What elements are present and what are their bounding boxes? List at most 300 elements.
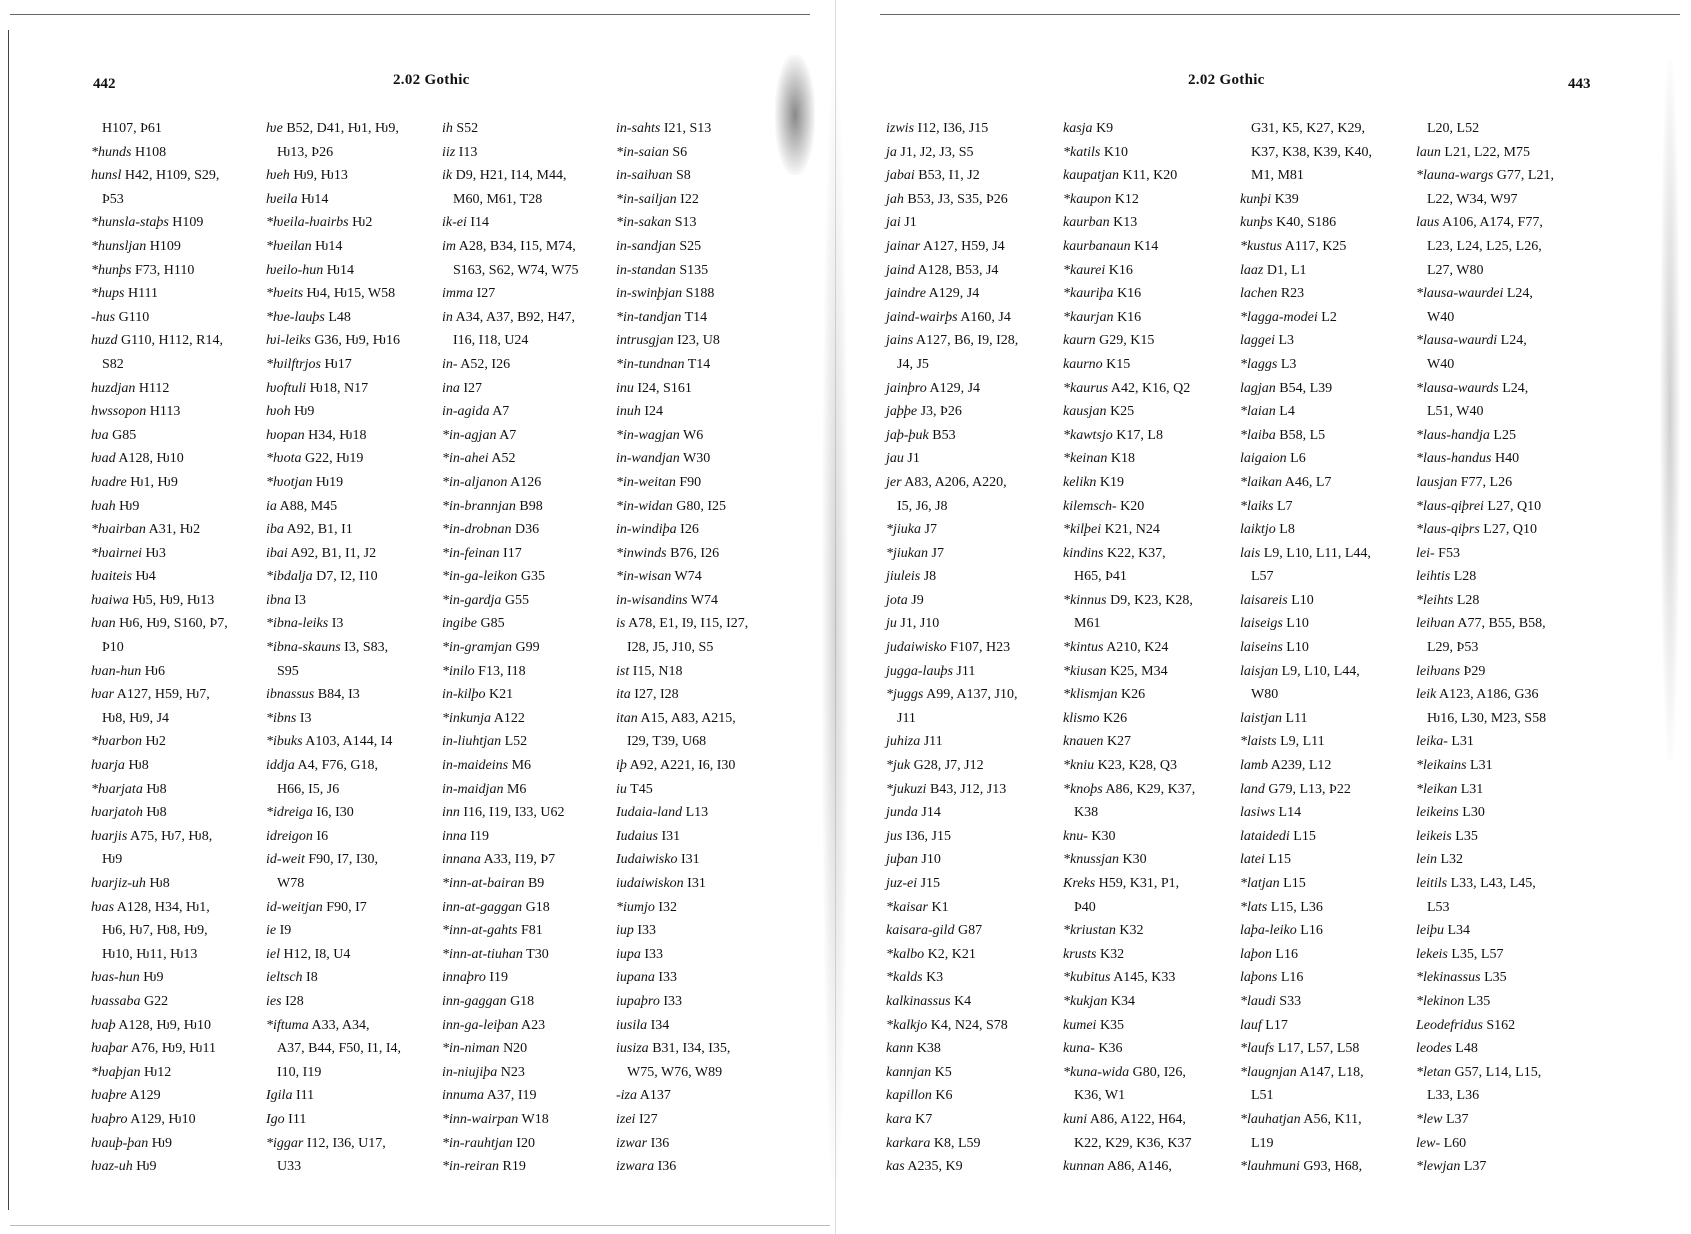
headword: im [442, 238, 456, 254]
headword: *laus-handja [1416, 427, 1490, 443]
index-entry [442, 896, 579, 920]
index-entry [1063, 1155, 1195, 1179]
index-entry [1416, 612, 1554, 636]
references: J7 [924, 522, 937, 538]
headword: inn-at-gaggan [442, 899, 523, 915]
headword: jains [886, 333, 914, 349]
references: G36, Ƕ9, Ƕ16 [314, 333, 401, 349]
references: W30 [683, 451, 711, 467]
index-column [91, 117, 228, 1179]
headword: *in-wisan [616, 569, 672, 585]
references: S162 [1486, 1017, 1516, 1033]
headword: *in-ga-leikon [442, 569, 518, 585]
headword: itan [616, 710, 638, 726]
index-entry [616, 400, 748, 424]
references: L51, W40 [1427, 404, 1484, 420]
index-entry-continuation [91, 636, 228, 660]
index-entry-continuation [1416, 117, 1554, 141]
index-entry [886, 730, 1018, 754]
headword: leiþu [1416, 923, 1444, 939]
references: K30 [1122, 852, 1147, 868]
references: G28, J7, J12 [913, 758, 984, 774]
references: D1, L1 [1266, 262, 1307, 278]
references: K23, K28, Q3 [1097, 758, 1177, 774]
headword: *laiks [1240, 498, 1274, 514]
references: L32 [1440, 852, 1464, 868]
references: A127, H59, Ƕ7, [116, 687, 210, 703]
index-entry [266, 1084, 401, 1108]
index-entry-continuation [1063, 612, 1195, 636]
headword: *kubitus [1063, 970, 1111, 986]
headword: in-kilþo [442, 687, 486, 703]
references: A145, K33 [1113, 970, 1176, 986]
headword: jabai [886, 168, 915, 184]
headword: ƕan [91, 616, 116, 632]
headword: in-maidjan [442, 781, 504, 797]
references: B31, I34, I35, [652, 1041, 731, 1057]
references: I6, I30 [316, 805, 354, 821]
index-entry-continuation [1063, 565, 1195, 589]
references: J15 [920, 876, 941, 891]
references: A86, K29, K37, [1105, 781, 1196, 797]
references: D9, H21, I14, M44, [455, 168, 567, 184]
headword: *kuna-wida [1063, 1064, 1130, 1080]
index-entry [1416, 329, 1554, 353]
references: L14 [1278, 805, 1302, 821]
headword: *lausa-waurdei [1416, 286, 1504, 302]
index-entry [266, 754, 401, 778]
references: A160, J4 [960, 309, 1011, 325]
index-entry [616, 660, 748, 684]
headword: *ƕota [266, 451, 302, 467]
index-entry [1240, 1014, 1372, 1038]
references: A7 [492, 404, 510, 420]
headword: ibna [266, 592, 291, 608]
headword: jainþro [886, 380, 927, 396]
index-entry [1063, 329, 1195, 353]
references: K18 [1110, 451, 1135, 467]
index-entry [91, 141, 228, 165]
headword: lamb [1240, 758, 1268, 774]
references: H65, Þ41 [1074, 569, 1127, 585]
index-entry [442, 400, 579, 424]
references: S13 [674, 215, 697, 231]
references: I36 [650, 1135, 670, 1151]
references: I27, I28 [634, 687, 679, 703]
references: K10 [1103, 144, 1128, 160]
index-entry [442, 612, 579, 636]
headword: ia [266, 498, 277, 514]
references: G57, L14, L15, [1454, 1064, 1542, 1080]
references: Ƕ9 [119, 498, 140, 514]
references: F90, I7, I30, [308, 852, 379, 868]
references: Ƕ9 [102, 852, 123, 868]
index-entry [1063, 306, 1195, 330]
headword: *kukjan [1063, 993, 1108, 1009]
references: J3, Þ26 [920, 404, 962, 420]
index-entry [616, 683, 748, 707]
index-entry [91, 1061, 228, 1085]
index-entry [616, 188, 748, 212]
references: W6 [683, 427, 704, 443]
headword: ist [616, 663, 630, 679]
headword: *hups [91, 286, 125, 302]
index-entry [1063, 707, 1195, 731]
headword: juhiza [886, 734, 921, 750]
headword: *inilo [442, 663, 475, 679]
references: L3 [1278, 333, 1295, 349]
headword: jota [886, 592, 908, 608]
index-entry [886, 1037, 1018, 1061]
headword: jaindre [886, 286, 926, 302]
references: L2 [1321, 309, 1337, 325]
references: A129, J4 [929, 380, 981, 396]
references: A92, A221, I6, I30 [629, 758, 736, 774]
references: L17 [1265, 1017, 1288, 1033]
index-entry [886, 778, 1018, 802]
index-entry-continuation [1063, 1084, 1195, 1108]
index-entry [1240, 730, 1372, 754]
headword: innaþro [442, 970, 486, 986]
references: H66, I5, J6 [277, 781, 340, 797]
index-entry [91, 542, 228, 566]
references: T30 [526, 946, 549, 962]
headword: in- [442, 356, 458, 372]
index-entry-continuation [886, 353, 1018, 377]
index-entry [442, 1084, 579, 1108]
references: A86, A122, H64, [1089, 1111, 1186, 1127]
references: L17, L57, L58 [1277, 1041, 1360, 1057]
headword: in-niujiþa [442, 1064, 498, 1080]
references: M1, M81 [1251, 168, 1304, 184]
references: I3 [299, 710, 312, 726]
references: I12, I36, J15 [917, 121, 989, 136]
references: K34 [1110, 993, 1135, 1009]
index-entry [886, 966, 1018, 990]
headword: judaiwisko [886, 640, 947, 656]
headword: *leihts [1416, 592, 1454, 608]
headword: Iudaius [616, 828, 658, 844]
references: W78 [277, 876, 305, 891]
references: J14 [921, 805, 941, 821]
references: L13 [685, 805, 709, 821]
headword: ƕaþre [91, 1088, 127, 1104]
index-entry [1063, 966, 1195, 990]
references: Ƕ14 [315, 238, 343, 254]
headword: *kauriþa [1063, 286, 1114, 302]
index-entry [91, 1014, 228, 1038]
index-entry [886, 235, 1018, 259]
headword: *laikan [1240, 474, 1282, 490]
headword: *kustus [1240, 238, 1282, 254]
index-entry [91, 612, 228, 636]
index-entry-continuation [266, 1037, 401, 1061]
headword: *in-brannjan [442, 498, 516, 514]
headword: kunþs [1240, 215, 1273, 231]
index-entry [442, 872, 579, 896]
references: J1 [907, 451, 920, 467]
index-entry-continuation [91, 943, 228, 967]
headword: *ƕarjata [91, 781, 143, 797]
index-entry [1240, 589, 1372, 613]
index-column [1416, 117, 1554, 1179]
headword: iup [616, 923, 634, 939]
references: L27, Q10 [1487, 498, 1542, 514]
references: A99, A137, J10, [926, 687, 1018, 703]
headword: kaurn [1063, 333, 1096, 349]
index-entry [886, 660, 1018, 684]
headword: kaurban [1063, 215, 1110, 231]
references: H109 [149, 238, 181, 254]
index-entry [1240, 424, 1372, 448]
headword: ƕaiteis [91, 569, 132, 585]
references: Ƕ2 [352, 215, 373, 231]
index-entry [886, 188, 1018, 212]
headword: *ƕotjan [266, 474, 313, 490]
headword: *launa-wargs [1416, 168, 1494, 184]
headword: jau [886, 451, 904, 467]
headword: *ƕaþjan [91, 1064, 141, 1080]
index-entry [442, 730, 579, 754]
index-entry [1416, 801, 1554, 825]
index-entry [616, 447, 748, 471]
index-entry [886, 1155, 1018, 1179]
right-page [835, 0, 1691, 1234]
headword: *kilþei [1063, 522, 1102, 538]
index-entry [616, 565, 748, 589]
index-entry [1240, 495, 1372, 519]
references: A15, A83, A215, [640, 710, 736, 726]
headword: *jukuzi [886, 781, 927, 797]
index-entry [1416, 424, 1554, 448]
index-entry-continuation [442, 329, 579, 353]
references: Ƕ8 [149, 876, 170, 891]
headword: *hunsla-staþs [91, 215, 169, 231]
headword: *idreiga [266, 805, 313, 821]
index-entry [266, 447, 401, 471]
references: K32 [1099, 946, 1125, 962]
index-column [1063, 117, 1195, 1179]
index-entry [1240, 825, 1372, 849]
headword: *lauhmuni [1240, 1159, 1300, 1175]
headword: iupana [616, 970, 655, 986]
references: A122 [493, 710, 525, 726]
index-entry [442, 990, 579, 1014]
index-entry-continuation [1416, 896, 1554, 920]
headword: *laists [1240, 734, 1277, 750]
headword: *latjan [1240, 876, 1280, 891]
headword: *inkunja [442, 710, 491, 726]
headword: izwar [616, 1135, 648, 1151]
index-entry [442, 1014, 579, 1038]
references: L15, L36 [1270, 899, 1323, 915]
index-entry [616, 1155, 748, 1179]
headword: *iftuma [266, 1017, 309, 1033]
index-entry [442, 424, 579, 448]
index-entry [1063, 447, 1195, 471]
references: A46, L7 [1284, 474, 1332, 490]
headword: ibnassus [266, 687, 315, 703]
references: A33, A34, [311, 1017, 370, 1033]
references: L22, W34, W97 [1427, 191, 1518, 207]
headword: *letan [1416, 1064, 1451, 1080]
references: A83, A206, A220, [904, 474, 1007, 490]
index-entry [91, 377, 228, 401]
index-entry [1063, 424, 1195, 448]
references: J1, J2, J3, S5 [900, 144, 974, 160]
references: Ƕ9 [294, 404, 315, 420]
headword: inu [616, 380, 634, 396]
index-entry [1063, 211, 1195, 235]
references: L31 [1460, 781, 1484, 797]
headword: *laus-qiþrei [1416, 498, 1484, 514]
references: Ƕ4, Ƕ15, W58 [306, 286, 396, 302]
references: S163, S62, W74, W75 [453, 262, 579, 278]
references: K37, K38, K39, K40, [1251, 144, 1372, 160]
headword: ƕan-hun [91, 663, 142, 679]
index-entry [1240, 896, 1372, 920]
references: G80, I25 [676, 498, 727, 514]
references: I15, N18 [632, 663, 683, 679]
references: L16 [1275, 946, 1298, 962]
index-entry [1063, 1061, 1195, 1085]
headword: jus [886, 828, 903, 844]
index-entry [1063, 943, 1195, 967]
references: A92, B1, I1, J2 [290, 545, 377, 561]
index-entry [442, 589, 579, 613]
index-entry [1240, 471, 1372, 495]
headword: ƕopan [266, 427, 305, 443]
references: H59, K31, P1, [1098, 876, 1180, 891]
references: S95 [277, 663, 299, 679]
references: L10 [1291, 592, 1314, 608]
headword: jai [886, 215, 901, 231]
references: Ƕ9, Ƕ13 [293, 168, 348, 184]
index-entry [1416, 754, 1554, 778]
headword: *laufs [1240, 1041, 1275, 1057]
index-entry [442, 707, 579, 731]
references: I20 [516, 1135, 535, 1151]
references: I10, I19 [277, 1064, 322, 1080]
references: L28 [1456, 592, 1480, 608]
index-entry [886, 636, 1018, 660]
index-entry [266, 471, 401, 495]
headword: *kaupon [1063, 191, 1112, 207]
index-entry [91, 400, 228, 424]
index-entry [886, 848, 1018, 872]
headword: iusila [616, 1017, 648, 1033]
references: I27 [463, 380, 483, 396]
references: I26 [680, 522, 699, 538]
index-entry [1063, 848, 1195, 872]
headword: in-standan [616, 262, 676, 278]
references: I11 [295, 1088, 315, 1104]
headword: laisareis [1240, 592, 1288, 608]
headword: *inn-at-bairan [442, 876, 525, 891]
references: T45 [630, 781, 653, 797]
references: Ƕ17 [324, 356, 352, 372]
references: H42, H109, S29, [124, 168, 220, 184]
index-entry [1240, 329, 1372, 353]
index-entry-continuation [616, 730, 748, 754]
headword: iddja [266, 758, 295, 774]
headword: ƕarja [91, 758, 125, 774]
index-entry-continuation [442, 188, 579, 212]
headword: kas [886, 1159, 905, 1175]
headword: juþan [886, 852, 918, 868]
headword: Igila [266, 1088, 293, 1104]
references: L35 [1455, 828, 1478, 844]
references: B76, I26 [670, 545, 720, 561]
references: Ƕ5, Ƕ9, Ƕ13 [132, 592, 215, 608]
left-page [0, 0, 835, 1234]
index-entry [886, 141, 1018, 165]
headword: in-saiƕan [616, 168, 673, 184]
headword: in-sahts [616, 121, 661, 136]
headword: *in-ahei [442, 451, 489, 467]
index-entry [1416, 966, 1554, 990]
index-entry [1063, 518, 1195, 542]
index-entry [266, 612, 401, 636]
index-entry [886, 164, 1018, 188]
references: H107, Þ61 [102, 121, 162, 136]
headword: ƕarjatoh [91, 805, 143, 821]
headword: *in-drobnan [442, 522, 512, 538]
index-entry [1063, 235, 1195, 259]
index-entry [266, 259, 401, 283]
index-entry [1240, 447, 1372, 471]
references: S82 [102, 356, 124, 372]
headword: lataidedi [1240, 828, 1290, 844]
index-entry-continuation [1063, 896, 1195, 920]
references: I33 [637, 923, 657, 939]
headword: -iza [616, 1088, 637, 1104]
index-entry [1063, 825, 1195, 849]
references: M6 [506, 781, 527, 797]
headword: iiz [442, 144, 456, 160]
headword: ƕah [91, 498, 116, 514]
index-entry [616, 801, 748, 825]
headword: *kniu [1063, 758, 1095, 774]
index-entry [1240, 1061, 1372, 1085]
headword: *inn-at-tiuhan [442, 946, 523, 962]
index-entry [442, 943, 579, 967]
index-entry [886, 471, 1018, 495]
headword: ƕi-leiks [266, 333, 311, 349]
index-entry [266, 329, 401, 353]
index-entry [91, 1108, 228, 1132]
references: G79, L13, Þ22 [1268, 781, 1351, 797]
index-entry [1416, 518, 1554, 542]
headword: ƕaz-uh [91, 1159, 133, 1175]
headword: leihtis [1416, 569, 1451, 585]
references: L10 [1286, 640, 1309, 656]
headword: *in-tundnan [616, 356, 685, 372]
headword: laþa-leiko [1240, 923, 1297, 939]
headword: *keinan [1063, 451, 1108, 467]
references: A147, L18, [1299, 1064, 1364, 1080]
index-entry [1063, 353, 1195, 377]
references: I36, J15 [905, 828, 951, 844]
index-entry [442, 754, 579, 778]
index-entry [616, 164, 748, 188]
references: K11, K20 [1122, 168, 1178, 184]
references: A88, M45 [279, 498, 338, 514]
headword: ƕeh [266, 168, 290, 184]
references: N23 [500, 1064, 525, 1080]
index-entry [1240, 612, 1372, 636]
references: K22, K37, [1106, 545, 1166, 561]
